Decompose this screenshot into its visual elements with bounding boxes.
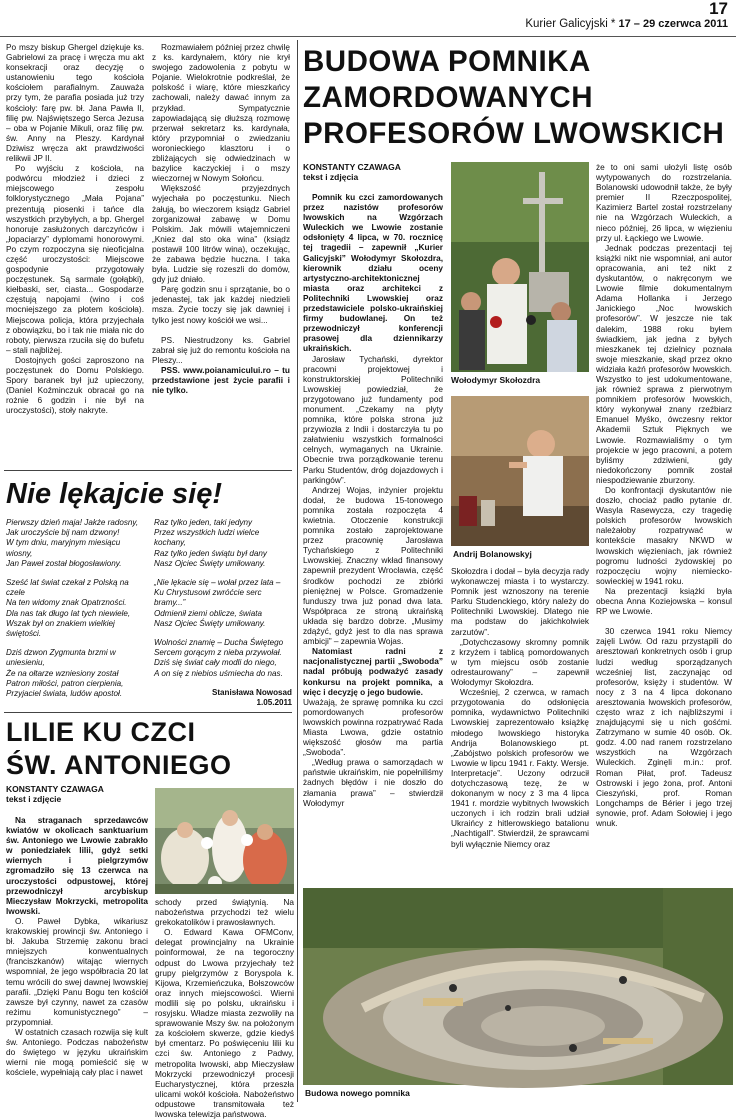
- column-divider: [297, 40, 298, 1102]
- paragraph: Większość przyjezdnych wyjechała po poczęstunku. Niech żałują, bo wieczorem ksiądz Gabriel zorganizował zabawę w Domu Polskim. Jak mówili wtajemniczeni „Kniez dal sto oka wina” (ksiądz postawił 100 litrów wina), oczekując, że zabawa będzie huczna. I taka była. Ludzie się rozeszli do domów, gdy już dniało.: [152, 183, 290, 285]
- poem-stanza: Dziś dzwon Zygmunta brzmi w uniesieniu, Że na ołtarze wzniesiony został Patron miłości, patron cierpienia, Przyjaciel świata, ludów apostoł.: [6, 648, 124, 699]
- left-article-col1: [6, 42, 144, 465]
- paragraph: że to oni sami ułożyli listę osób wytypowanych do rozstrzelania. Bolanowski udowodnił także, że były premier II Rzeczpospolitej, Kazimierz Bartel został rozstrzelany nie na Wzgórzach Wuleckich, a nieco później, 26 lipca, w więzieniu przy ul. Łąckiego we Lwowie.: [596, 162, 732, 243]
- skolozdra-caption: Wołodymyr Skołozdra: [451, 375, 541, 385]
- paragraph: Na prezentacji książki była obecna Anna Koziejowska – konsul RP we Lwowie.: [596, 585, 732, 617]
- paragraph: O. Paweł Dybka, wikariusz krakowskiej prowincji św. Antoniego i bł. Jakuba Strzemię zakonu braci mniejszych konwentualnych (franciszkanów) witając wiernych wspomniał, że jego współbracia 20 lat temu wrócili do swej dawnej lwowskiej parafii. „Dzięki Panu Bogu ten kościół zawsze był czynny, nawet za czasów reżimu komunistycznego” – przypomniał.: [6, 915, 148, 1027]
- paragraph: Jednak podczas prezentacji tej książki nikt nie wspomniał, ani autor opracowania, ani też nikt z dyskutantów, o nakręconym we Lwowie filmie dokumentalnym Adama Hollanka i Jerzego Janickiego „Noc lwowskich profesorów”. W jeszcze nie tak dalekim, 1988 roku byłem świadkiem, jak jedna z byłych mieszkanek tej dzielnicy poznała swoje mieszkanie, skąd przez okno widziała każń profesorów lwowskich. Wszystko to jest udokumentowane, jak również sprawa z pierwotnym pomnikiem profesorów lwowskich, który wykonywał znany rzeźbiarz Emanuel Myśko, ówczesny rektor Akademii Sztuk Pięknych we Lwowie. Rozmawialiśmy o tym projekcie w jego pracowni, a potem byliśmy zdziwieni, gdy niedokończony pomnik został niespodziewanie zburzony.: [596, 242, 732, 485]
- pomnik-colB: [451, 566, 589, 886]
- poem-stanza: „Nie lękacie się – wołał przez lata – Ku Chrystusowi zwróćcie serc bramy...” Odmienił ziemi oblicze, świata Nasz Ojciec Święty umiłowany.: [154, 578, 281, 628]
- lilie-col2: [155, 897, 294, 1119]
- paragraph: PS. Niestrudzony ks. Gabriel zabrał się już do remontu kościoła na Pleszy...: [152, 334, 290, 365]
- paragraph: 30 czerwca 1941 roku Niemcy zajęli Lwów. Od razu przystąpili do aresztowań konkretnych osób i grup ludzi według sporządzanych wcześniej list, zaczynając od profesorów, księży i studentów. W nocy z 3 na 4 lipca dokonano aresztowania lwowskich profesorów, często wraz z ich najbliższymi i znajdującymi się u nich gośćmi. Zatrzymano w sumie 40 osób. Ok. godz. 4.00 nad ranem rozstrzelano wszystkich na Wzgórzach Wuleckich. Zginęli m.in.: prof. Roman Piłat, prof. Tadeusz Ostrowski i jego żona, prof. Antoni Cieszyński, prof. Roman Longchamps de Bérier i jego trzej synowie, prof. Adam Sołowiej i jego wnuk.: [596, 626, 732, 828]
- skolozdra-photo: [451, 162, 589, 372]
- poem-title: Nie lękajcie się!: [6, 478, 223, 510]
- lilie-title: LILIE KU CZCI ŚW. ANTONIEGO: [6, 717, 232, 780]
- lilie-col1: [6, 815, 148, 1105]
- left-article-col2: [152, 42, 290, 465]
- page-header: 17 Kurier Galicyjski * 17 – 29 czerwca 2011: [525, 0, 728, 30]
- website-note: PSS. www.poianamicului.ro – tu przedstawione jest życie parafii i nie tylko.: [152, 364, 290, 396]
- paragraph: Do konfrontacji dyskutantów nie doszło, chociaż padło pytanie dr. Wasyla Rasewycza, czy tragedię polskich profesorów lwowskich należałoby rozpatrywać w kontekście masakry NKWD w lwowskich więzieniach, jak również pogromu ludności żydowskiej po rozpoczęciu wojny niemiecko-sowieckiej w 1941 roku.: [596, 485, 732, 586]
- paragraph: Jarosław Tychański, dyrektor pracowni projektowej i konstruktorskiej Politechniki Lwowskiej powiedział, że przygotowano już fundamenty pod monument. „Czekamy na płyty pomnika, które polska strona już przywiozła z Indii i dostarczyła tu po załatwieniu wszystkich formalności celnych, wymaganych na Ukrainie. Obecnie trwa porządkowanie terenu Parku Studentów, dróg dojazdowych i parkingów”.: [303, 353, 443, 485]
- pomnik-colC: [596, 162, 732, 887]
- paragraph: Dostojnych gości zaproszono na poczęstunek do Domu Polskiego. Spory baranek był już upieczony, (Daniel Koźminczuk obracał go na rożnie 6 godzin i nie był na uroczystości), stoły nakryte.: [6, 354, 144, 416]
- poem-author: Stanisława Nowosad: [211, 687, 292, 697]
- page-number: 17: [709, 0, 728, 18]
- paragraph: Skołozdra i dodał – była decyzja rady wykonawczej miasta i to wystarczy. Pomnik jest wznoszony na terenie Parku Studenckiego, który należy do Politechniki Lwowskiej. Dlatego nie ma podstaw do jakichkolwiek zarzutów”.: [451, 566, 589, 637]
- poem-date: 1.05.2011: [256, 698, 292, 708]
- paragraph: Po wyjściu z kościoła, na podwórcu młodzież i dzieci z miejscowego zespołu folklorystycznego „Mała Pojana” prezentują piosenki i tańce dla wszystkich przybyłych, a bp. Ghergel honoruje zasłużonych darczyńców i „łopaciarzy” dyplomami honorowymi. Po czym rozpoczyna się nieoficjalna część uroczystości: Miejscowe gospodynie przygotowały poczęstunek. Są sarmale (gołąbki), kiełbaski, ser, ciasta... Gospodarze częstują napojami (wino i coś mocniejszego za płotem kościoła). Miejscowa policja, która przyjechała z obowiązku, bo i tak nie miała nic do roboty, pierwsza rzuciła się do bufetu – stali najbliżej.: [6, 163, 144, 355]
- lead-paragraph: Pomnik ku czci zamordowanych przez nazistów profesorów lwowskich na Wzgórzach Wuleckich we Lwowie zostanie odsłonięty 4 lipca, w 70. rocznicę tej tragedii – zapewnił „Kurier Galicyjski” Wołodymyr Skołozdra, kierownik działu oceny artystyczno-architektonicznej miasta oraz architekci z Politechniki Lwowskiej oraz przedstawiciele polsko-ukraińskiej firmy budowlanej. On też przewodniczył konferencji prasowej dla dziennikarzy ukraińskich.: [303, 192, 443, 354]
- paragraph: „Według prawa o samorządach w państwie ukraińskim, nie popełniliśmy żadnych błędów i nie doszło do złamania prawa” – stwierdził Wołodymyr: [303, 757, 443, 808]
- paragraph: Uważają, że sprawę pomnika ku czci pomordowanych profesorów lwowskich powinna rozpatrywać Rada Miasta Lwowa, gdzie ostatnio większość głosów ma partia „Swoboda”.: [303, 696, 443, 758]
- pomnik-byline: KONSTANTY CZAWAGA tekst i zdjęcia: [303, 162, 401, 182]
- publication-name: Kurier Galicyjski: [525, 18, 608, 30]
- construction-caption: Budowa nowego pomnika: [305, 1088, 410, 1098]
- paragraph: Rozmawiałem później przez chwilę z ks. kardynałem, który nie krył swojego zadowolenia z pobytu w Pojanie. Wielokrotnie podkreślał, że polskość i wiarę, które mieszkańcy zachowali, należy dawać innym za przykład. Sympatycznie zapowiadającą się dłuższą rozmowę przerwał sekretarz ks. kardynała, który przypomniał o zwiedzaniu woronieckiego klasztoru i o zbliżających się odwiedzinach w bazylice kaczyckiej i o mszy wieczornej w Nowym Sołońcu.: [152, 42, 290, 184]
- paragraph: „Dotychczasowy skromny pomnik z krzyżem i tablicą pomordowanych w tym miejscu osób zostanie odrestaurowany” – zapewnił Wołodymyr Skołozdra.: [451, 636, 589, 688]
- paragraph: Wcześniej, 2 czerwca, w ramach przygotowania do odsłonięcia pomnika, wydawnictwo Politechniki Lwowskiej zaprezentowało książkę młodego lwowskiego historyka Andrija Bolanowskiego pt. „Zabójstwo polskich profesorów we Lwowie w lipcu 1941 r. Fakty. Wersje. Interpretacje”. Uczony odrzucił dotychczasową tezę, że w dokonanym w nocy z 3 ma 4 lipca 1941 r. mordzie wybitnych lwowskich uczonych i ich rodzin brali udział Ukraińcy z hitlerowskiego batalionu „Nachtigall”. Stwierdził, że sprawcami byli wyłącznie Niemcy oraz: [451, 687, 589, 849]
- issue-date: 17 – 29 czerwca 2011: [618, 18, 728, 30]
- lead-paragraph: Na straganach sprzedawców kwiatów w okolicach sanktuarium św. Antoniego we Lwowie zabrakło w poniedziałek lilii, gdyż setki wiernych i pielgrzymów zgromadziło się 13 czerwca na uroczystości odpustowej, której przewodniczył arcybiskup Mieczysław Mokrzycki, metropolita lwowski.: [6, 815, 148, 916]
- lilie-photo: [155, 788, 294, 894]
- paragraph: W ostatnich czasach rozwija się kult św. Antoniego. Podczas nabożeństw do świętego w języku ukraińskim wierni nie mogą pomieścić się w kościele, wypełniają cały plac i nawet: [6, 1026, 148, 1078]
- poem-stanza: Sześć lat świat czekał z Polską na czele Na ten widomy znak Opatrzności. Dla nas tak długo lat tych niewiele, Wszak był on znakiem wielkiej świętości.: [6, 578, 131, 639]
- paragraph: Andrzej Wojas, inżynier projektu dodał, że budowa 15-tonowego pomnika została rozpoczęta 4 kwietnia. Otoczenie konstrukcji pomnika zostało zaprojektowane przez pracownię Jarosława Tychańskiego z Politechniki Lwowskiej. Znaczny wkład finansowy zapewnił prezydent Wrocławia, część środków pochodzi ze zbiórki pieniężnej w Polsce. Gromadzenie funduszy trwa już ponad dwa lata. Współpraca ze stroną ukraińską układa się bardzo dobrze. „Musimy zdążyć, gdyż jest to dla nas sprawa ambicji” – zapewnia Wojas.: [303, 484, 443, 647]
- paragraph: Natomiast radni z nacjonalistycznej partii „Swoboda” nadal próbują podważyć zasady konkursu na projekt pomnika, a więc i decyzję o jego budowie.: [303, 646, 443, 697]
- lilie-byline: KONSTANTY CZAWAGA tekst i zdjęcie: [6, 784, 104, 804]
- poem-stanza: Pierwszy dzień maja! Jakże radosny, Jak uroczyście bij nam dzwony! W tym dniu, maryjnym miesiącu wiosny, Jan Paweł został błogosławiony.: [6, 518, 139, 568]
- paragraph: schody przed świątynią. Na nabożeństwa przychodzi też wielu grekokatolików i prawosławnych.: [155, 897, 294, 928]
- pomnik-title: BUDOWA POMNIKA ZAMORDOWANYCH PROFESORÓW LWOWSKICH: [303, 45, 725, 150]
- bolanowskyj-caption: Andrij Bolanowskyj: [453, 549, 532, 559]
- construction-photo: [303, 888, 733, 1085]
- paragraph: O. Edward Kawa OFMConv, delegat prowincjalny na Ukrainie poinformował, że na tegoroczny odpust do Lwowa przyjechały też grupy pielgrzymów z Boryspola k. Kijowa, Krzemieńczuka, Bołszowców oraz innych miejscowości. Wierni modlili się po polsku, ukraińsku i rosyjsku. Władze miasta zezwoliły na sprawowanie Mszy św. na położonym za kościołem skwerze, gdzie kiedyś był cmentarz. Po poświęceniu lilii ku czci św. Antoniego z Padwy, metropolita lwowski, abp Mieczysław Mokrzycki przewodniczył procesji Eucharystycznej, która przeszła ulicami wokół kościoła. Nabożeństwo odpustowe transmitowała też lwowska telewizja państwowa.: [155, 927, 294, 1119]
- section-divider: [4, 470, 292, 471]
- paragraph: Parę godzin snu i sprzątanie, bo o jedenastej, tak jak każdej niedzieli msza. Życie toczy się jak dawniej i tylko jest nowy kościół we wsi...: [152, 284, 290, 325]
- bolanowskyj-photo: [451, 396, 589, 546]
- poem-stanza: Wolności znamię – Ducha Świętego Sercem gorącym z nieba przywołał. Dziś się świat cały modli do niego, A on się z niebios uśmiecha do nas.: [154, 638, 284, 678]
- poem-stanza: Raz tylko jeden, taki jedyny Przez wszystkich ludzi wielce kochany, Raz tylko jeden świątu był dany Nasz Ojciec Święty umiłowany.: [154, 518, 267, 568]
- poem-left: [6, 518, 148, 708]
- section-divider: [4, 712, 292, 713]
- paragraph: Po mszy biskup Ghergel dziękuje ks. Gabrielowi za pracę i wręcza mu akt konsekracji oraz decyzję o ustanowieniu tego kościoła kościołem parafialnym. Zauważa przy tym, że parafia posiada już trzy kościoły: farę pw. bł. Jana Pawła II, filię pw. Najświętszego Serca Jezusa – oba w Pojanie Mikuli, oraz filię pw. św. Anny na Pleszy. Kardynał Dziwisz wręcza akt prawdziwości relikwii JP II.: [6, 42, 144, 164]
- header-divider: [0, 36, 736, 37]
- poem-right: [154, 518, 292, 708]
